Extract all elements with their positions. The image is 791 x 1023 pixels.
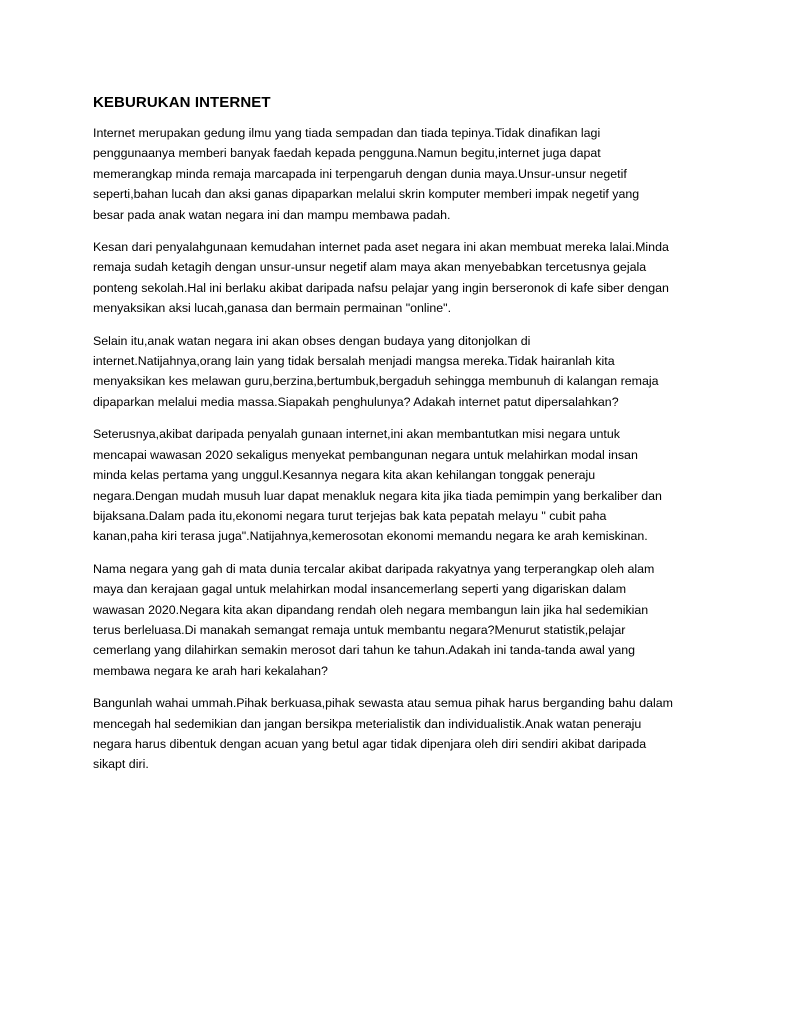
text-line: dipaparkan melalui media massa.Siapakah penghulunya? Adakah internet patut dipersalahkan? [93,394,619,409]
text-line: Seterusnya,akibat daripada penyalah gunaan internet,ini akan membantutkan misi negara untuk [93,427,620,442]
text-line: Selain itu,anak watan negara ini akan obses dengan budaya yang ditonjolkan di [93,333,531,348]
text-line: kanan,paha kiri terasa juga".Natijahnya,kemerosotan ekonomi memandu negara ke arah kemiskinan. [93,529,648,544]
text-line: bijaksana.Dalam pada itu,ekonomi negara turut terjejas bak kata pepatah melayu " cubit paha [93,508,607,523]
text-line: seperti,bahan lucah dan aksi ganas dipaparkan melalui skrin komputer memberi impak negetif yang [93,187,640,202]
text-line: mencegah hal sedemikian dan jangan bersikpa meterialistik dan individualistik.Anak watan peneraju [93,716,642,731]
text-line: remaja sudah ketagih dengan unsur-unsur negetif alam maya akan menyebabkan tercetusnya gejala [93,260,647,275]
text-line: wawasan 2020.Negara kita akan dipandang rendah oleh negara membangun lain jika hal sedemikian [93,602,649,617]
document-body [93,93,705,787]
text-line: membawa negara ke arah hari kekalahan? [93,663,328,678]
text-line: negara.Dengan mudah musuh luar dapat menakluk negara kita jika tiada pemimpin yang berkaliber dan [93,488,662,503]
text-line: menyaksikan kes melawan guru,berzina,bertumbuk,bergaduh sehingga membunuh di kalangan remaja [93,374,659,389]
paragraph-4 [93,424,705,546]
paragraph-1 [93,123,705,225]
text-line: penggunaanya memberi banyak faedah kepada pengguna.Namun begitu,internet juga dapat [93,146,601,161]
text-line: menyaksikan aksi lucah,ganasa dan bermain permainan "online". [93,301,452,316]
text-line: besar pada anak watan negara ini dan mampu membawa padah. [93,207,451,222]
paragraph-2 [93,237,705,319]
text-line: Kesan dari penyalahgunaan kemudahan internet pada aset negara ini akan membuat mereka lalai.Minda [93,240,669,255]
text-line: sikapt diri. [93,757,149,772]
text-line: memerangkap minda remaja marcapada ini terpengaruh dengan dunia maya.Unsur-unsur negetif [93,166,627,181]
text-line: Internet merupakan gedung ilmu yang tiada sempadan dan tiada tepinya.Tidak dinafikan lagi [93,126,601,140]
document-title: KEBURUKAN INTERNET [93,94,271,111]
text-line: Nama negara yang gah di mata dunia tercalar akibat daripada rakyatnya yang terperangkap oleh alam [93,561,655,576]
text-line: negara harus dibentuk dengan acuan yang betul agar tidak dipenjara oleh diri sendiri akibat daripada [93,736,647,751]
text-line: ponteng sekolah.Hal ini berlaku akibat daripada nafsu pelajar yang ingin berseronok di kafe siber dengan [93,280,669,295]
text-line: terus berleluasa.Di manakah semangat remaja untuk membantu negara?Menurut statistik,pelajar [93,622,626,637]
text-line: mencapai wawasan 2020 sekaligus menyekat pembangunan negara untuk melahirkan modal insan [93,447,638,462]
text-line: minda kelas pertama yang unggul.Kesannya negara kita akan kehilangan tonggak peneraju [93,468,596,483]
paragraph-3 [93,331,705,413]
text-line: internet.Natijahnya,orang lain yang tidak bersalah menjadi mangsa mereka.Tidak hairanlah kita [93,354,615,369]
text-line: cemerlang yang dilahirkan semakin merosot dari tahun ke tahun.Adakah ini tanda-tanda awal yang [93,643,636,658]
text-line: maya dan kerajaan gagal untuk melahirkan modal insancemerlang seperti yang digariskan dalam [93,582,627,597]
paragraph-5 [93,559,705,681]
paragraph-6 [93,693,705,775]
text-line: Bangunlah wahai ummah.Pihak berkuasa,pihak sewasta atau semua pihak harus berganding bahu dalam [93,696,673,711]
